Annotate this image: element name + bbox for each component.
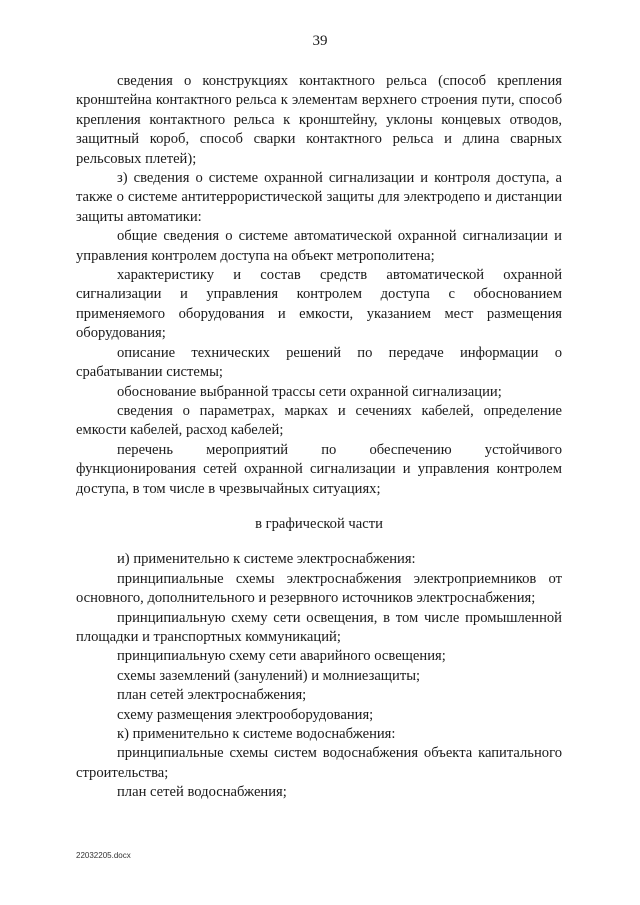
paragraph: принципиальную схему сети аварийного освещения; [117,648,446,665]
paragraph: и) применительно к системе электроснабжения: [117,551,416,568]
footer-filename: 22032205.docx [76,851,131,860]
paragraphs-bottom [76,550,562,802]
paragraph: перечень мероприятий по обеспечению устойчивого функционирования сетей охранной сигнализации и управления контролем доступа, в том числе в чрезвычайных ситуациях; [76,441,562,497]
paragraph: з) сведения о системе охранной сигнализации и контроля доступа, а также о системе антитеррористической защиты для электродепо и дистанции защиты автоматики: [76,170,562,225]
paragraph: обоснование выбранной трассы сети охранной сигнализации; [117,383,502,400]
paragraph: план сетей водоснабжения; [117,784,287,801]
paragraph: план сетей электроснабжения; [117,687,307,704]
paragraph: сведения о конструкциях контактного рельса (способ крепления кронштейна контактного рельса к элементам верхнего строения пути, способ крепления контактного рельса к кронштейну, уклоны концевых отводов, защитный короб, способ сварки контактного рельса и длина сварных рельсовых плетей); [76,73,562,167]
section-heading: в графической части [255,515,383,532]
paragraph: описание технических решений по передаче информации о срабатывании системы; [76,344,562,381]
paragraphs-top [76,72,562,499]
paragraph: схему размещения электрооборудования; [117,706,374,723]
paragraph: общие сведения о системе автоматической охранной сигнализации и управления контролем доступа на объект метрополитена; [76,228,562,264]
document-body [76,72,562,803]
page-number: 39 [312,33,328,49]
paragraph: принципиальную схему сети освещения, в том числе промышленной площадки и транспортных коммуникаций; [76,609,562,645]
paragraph: принципиальные схемы электроснабжения электроприемников от основного, дополнительного и резервного источников электроснабжения; [76,570,562,607]
paragraph: к) применительно к системе водоснабжения: [117,726,396,742]
paragraph: сведения о параметрах, марках и сечениях кабелей, определение емкости кабелей, расход кабелей; [76,402,562,439]
paragraph: принципиальные схемы систем водоснабжения объекта капитального строительства; [76,745,562,781]
paragraph: характеристику и состав средств автоматической охранной сигнализации и управления контролем доступа с обоснованием применяемого оборудования и емкости, указанием мест размещения оборудования; [76,267,562,342]
paragraph: схемы заземлений (занулений) и молниезащиты; [117,667,421,684]
